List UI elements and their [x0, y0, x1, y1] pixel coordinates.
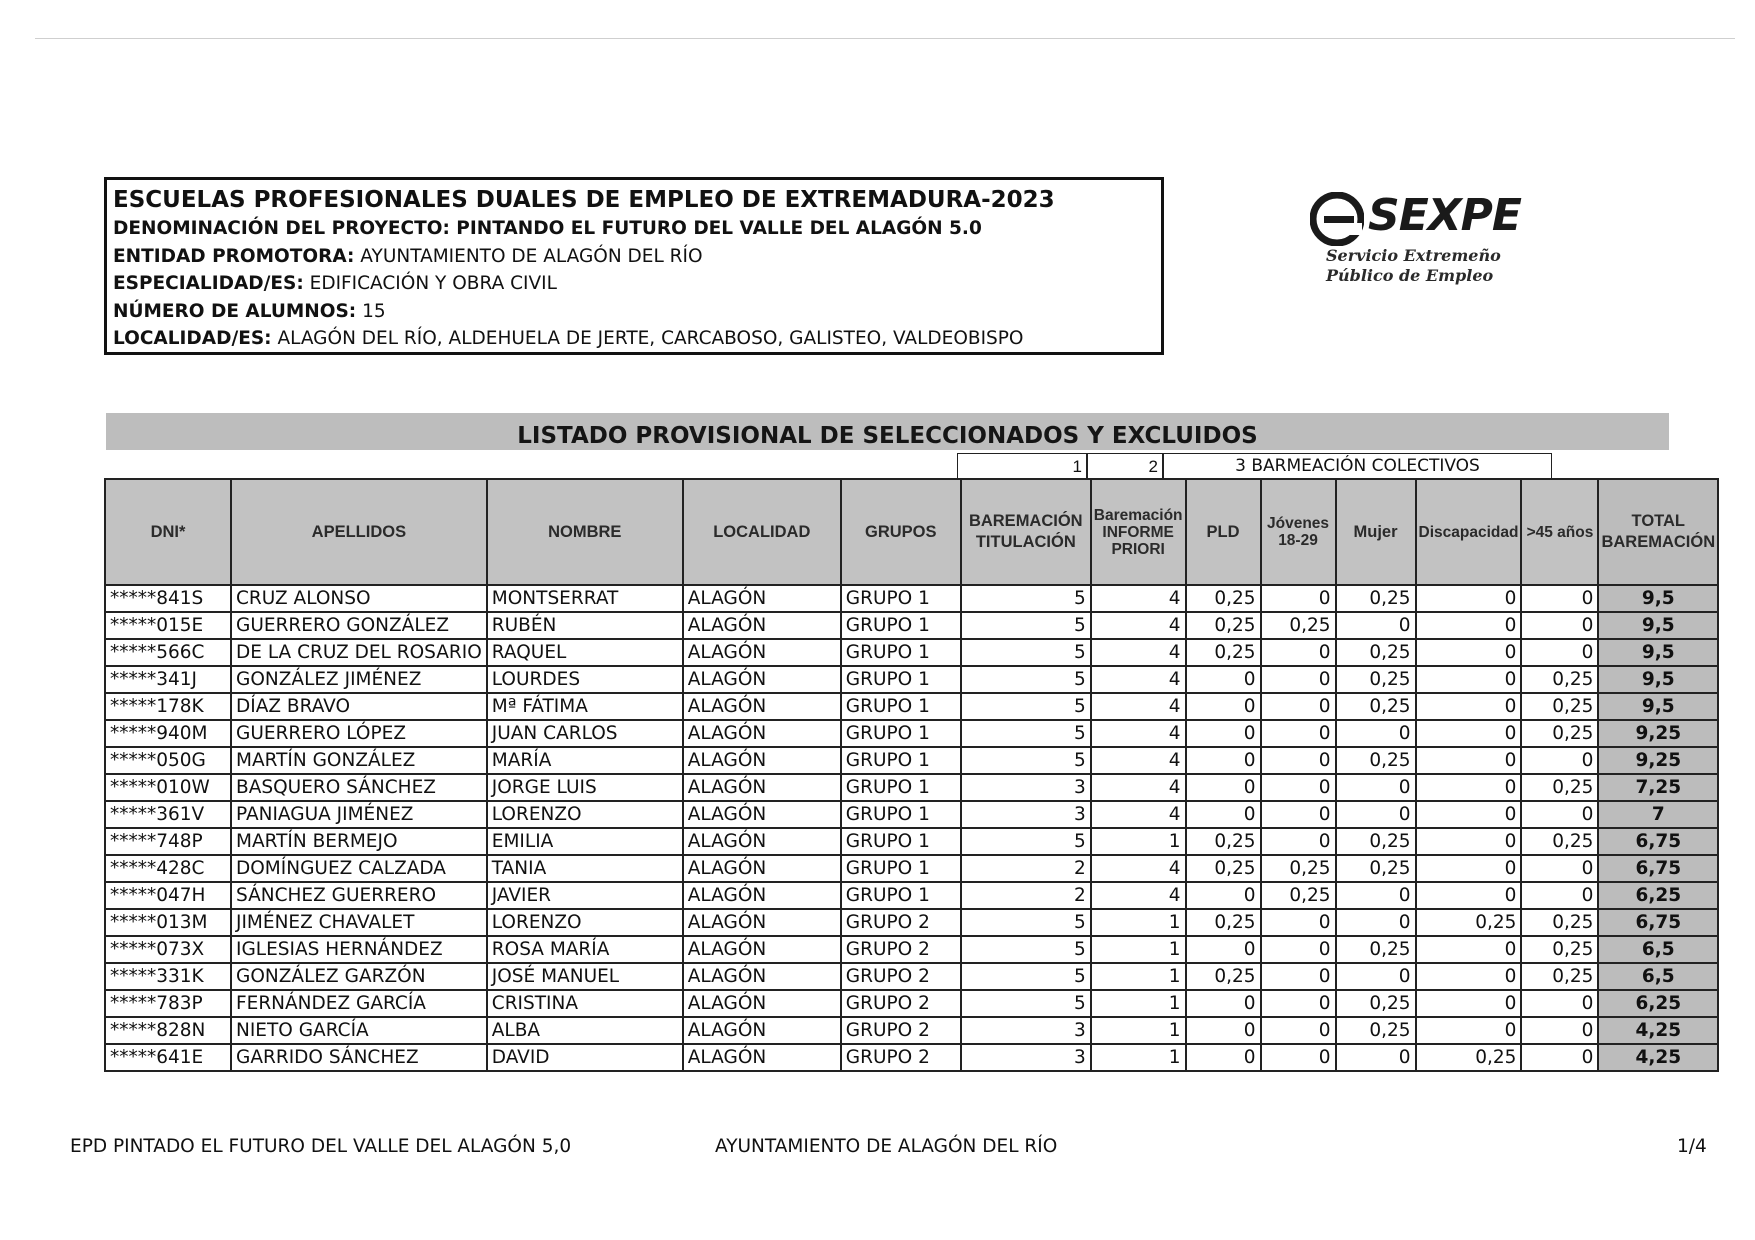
cell-pld: 0 [1186, 774, 1261, 801]
cell-informe: 4 [1091, 801, 1186, 828]
cell-jovenes: 0 [1261, 801, 1336, 828]
cell-mujer: 0,25 [1336, 585, 1416, 612]
logo-subtitle-1: Servicio Extremeño [1326, 246, 1501, 265]
cell-localidad: ALAGÓN [683, 666, 841, 693]
cell-total: 7 [1598, 801, 1718, 828]
cell-informe: 4 [1091, 666, 1186, 693]
cell-discapacidad: 0,25 [1416, 909, 1522, 936]
cell-mayor45: 0 [1521, 855, 1598, 882]
cell-grupo: GRUPO 1 [841, 882, 961, 909]
cell-discapacidad: 0 [1416, 666, 1522, 693]
table-row [105, 963, 1718, 990]
cell-apellidos: GONZÁLEZ GARZÓN [231, 963, 487, 990]
table-row [105, 666, 1718, 693]
cell-total: 6,5 [1598, 936, 1718, 963]
cell-localidad: ALAGÓN [683, 963, 841, 990]
cell-nombre: Mª FÁTIMA [487, 693, 683, 720]
cell-total: 6,75 [1598, 909, 1718, 936]
cell-dni: *****748P [105, 828, 231, 855]
cell-discapacidad: 0 [1416, 855, 1522, 882]
cell-mujer: 0,25 [1336, 747, 1416, 774]
cell-mayor45: 0 [1521, 585, 1598, 612]
cell-informe: 4 [1091, 585, 1186, 612]
cell-mayor45: 0,25 [1521, 693, 1598, 720]
cell-total: 6,75 [1598, 855, 1718, 882]
cell-apellidos: PANIAGUA JIMÉNEZ [231, 801, 487, 828]
cell-dni: *****341J [105, 666, 231, 693]
cell-mujer: 0 [1336, 1044, 1416, 1071]
cell-nombre: MARÍA [487, 747, 683, 774]
cell-apellidos: DE LA CRUZ DEL ROSARIO [231, 639, 487, 666]
cell-mayor45: 0 [1521, 747, 1598, 774]
cell-jovenes: 0 [1261, 909, 1336, 936]
cell-dni: *****050G [105, 747, 231, 774]
cell-nombre: LORENZO [487, 909, 683, 936]
table-row [105, 1017, 1718, 1044]
cell-mayor45: 0,25 [1521, 774, 1598, 801]
cell-mujer: 0,25 [1336, 990, 1416, 1017]
cell-titulacion: 5 [961, 720, 1091, 747]
students-label: NÚMERO DE ALUMNOS: [113, 300, 357, 322]
cell-localidad: ALAGÓN [683, 801, 841, 828]
table-row [105, 990, 1718, 1017]
cell-discapacidad: 0 [1416, 1017, 1522, 1044]
cell-total: 9,25 [1598, 747, 1718, 774]
cell-grupo: GRUPO 1 [841, 612, 961, 639]
cell-grupo: GRUPO 1 [841, 747, 961, 774]
cell-pld: 0,25 [1186, 828, 1261, 855]
cell-pld: 0,25 [1186, 585, 1261, 612]
cell-grupo: GRUPO 1 [841, 720, 961, 747]
cell-pld: 0,25 [1186, 963, 1261, 990]
cell-grupo: GRUPO 1 [841, 774, 961, 801]
cell-grupo: GRUPO 2 [841, 1044, 961, 1071]
cell-apellidos: NIETO GARCÍA [231, 1017, 487, 1044]
footer-entity: AYUNTAMIENTO DE ALAGÓN DEL RÍO [715, 1136, 1058, 1157]
cell-nombre: JAVIER [487, 882, 683, 909]
cell-total: 9,5 [1598, 693, 1718, 720]
cell-pld: 0 [1186, 990, 1261, 1017]
cell-pld: 0 [1186, 1017, 1261, 1044]
cell-grupo: GRUPO 1 [841, 585, 961, 612]
cell-titulacion: 3 [961, 1017, 1091, 1044]
cell-mujer: 0 [1336, 909, 1416, 936]
project-header-box [104, 177, 1164, 355]
col-localidad: LOCALIDAD [683, 479, 841, 585]
cell-total: 6,75 [1598, 828, 1718, 855]
cell-mujer: 0 [1336, 963, 1416, 990]
cell-apellidos: IGLESIAS HERNÁNDEZ [231, 936, 487, 963]
cell-mayor45: 0,25 [1521, 720, 1598, 747]
cell-localidad: ALAGÓN [683, 720, 841, 747]
table-row [105, 720, 1718, 747]
cell-jovenes: 0 [1261, 666, 1336, 693]
logo-wordmark: SEXPE [1368, 190, 1521, 241]
cell-mayor45: 0 [1521, 801, 1598, 828]
cell-grupo: GRUPO 2 [841, 963, 961, 990]
cell-nombre: CRISTINA [487, 990, 683, 1017]
cell-informe: 4 [1091, 639, 1186, 666]
locality-line [113, 325, 1155, 353]
logo-subtitle-2: Público de Empleo [1326, 266, 1494, 285]
cell-informe: 1 [1091, 936, 1186, 963]
cell-informe: 4 [1091, 720, 1186, 747]
table-row [105, 585, 1718, 612]
cell-apellidos: SÁNCHEZ GUERRERO [231, 882, 487, 909]
cell-jovenes: 0 [1261, 1044, 1336, 1071]
cell-informe: 4 [1091, 612, 1186, 639]
cell-nombre: ROSA MARÍA [487, 936, 683, 963]
cell-pld: 0 [1186, 666, 1261, 693]
cell-mayor45: 0 [1521, 1017, 1598, 1044]
scan-edge-line [35, 38, 1735, 39]
cell-titulacion: 3 [961, 774, 1091, 801]
cell-grupo: GRUPO 2 [841, 990, 961, 1017]
cell-nombre: JUAN CARLOS [487, 720, 683, 747]
cell-titulacion: 5 [961, 612, 1091, 639]
cell-total: 9,5 [1598, 585, 1718, 612]
cell-discapacidad: 0 [1416, 747, 1522, 774]
cell-mujer: 0 [1336, 801, 1416, 828]
cell-apellidos: BASQUERO SÁNCHEZ [231, 774, 487, 801]
project-line [113, 215, 1155, 243]
cell-titulacion: 3 [961, 801, 1091, 828]
cell-mujer: 0,25 [1336, 693, 1416, 720]
cell-titulacion: 2 [961, 855, 1091, 882]
cell-jovenes: 0 [1261, 747, 1336, 774]
cell-localidad: ALAGÓN [683, 585, 841, 612]
candidates-table [104, 478, 1719, 1072]
cell-jovenes: 0 [1261, 936, 1336, 963]
table-row [105, 747, 1718, 774]
cell-jovenes: 0 [1261, 1017, 1336, 1044]
col-nombre: NOMBRE [487, 479, 683, 585]
cell-informe: 1 [1091, 963, 1186, 990]
table-row [105, 1044, 1718, 1071]
cell-pld: 0 [1186, 747, 1261, 774]
col-mujer: Mujer [1336, 479, 1416, 585]
cell-grupo: GRUPO 2 [841, 909, 961, 936]
cell-localidad: ALAGÓN [683, 990, 841, 1017]
col-informe: Baremación INFORME PRIORI [1091, 479, 1186, 585]
cell-mayor45: 0,25 [1521, 909, 1598, 936]
cell-jovenes: 0 [1261, 774, 1336, 801]
cell-titulacion: 5 [961, 639, 1091, 666]
cell-dni: *****940M [105, 720, 231, 747]
cell-informe: 1 [1091, 1017, 1186, 1044]
cell-localidad: ALAGÓN [683, 612, 841, 639]
cell-pld: 0 [1186, 882, 1261, 909]
cell-titulacion: 5 [961, 828, 1091, 855]
cell-mayor45: 0 [1521, 882, 1598, 909]
cell-apellidos: DOMÍNGUEZ CALZADA [231, 855, 487, 882]
col-titulacion: BAREMACIÓN TITULACIÓN [961, 479, 1091, 585]
table-row [105, 882, 1718, 909]
col-pld: PLD [1186, 479, 1261, 585]
cell-mujer: 0 [1336, 774, 1416, 801]
table-row [105, 774, 1718, 801]
cell-dni: *****178K [105, 693, 231, 720]
cell-jovenes: 0,25 [1261, 612, 1336, 639]
cell-mujer: 0,25 [1336, 936, 1416, 963]
cell-discapacidad: 0 [1416, 801, 1522, 828]
cell-mayor45: 0,25 [1521, 666, 1598, 693]
cell-mayor45: 0,25 [1521, 936, 1598, 963]
table-body [105, 585, 1718, 1071]
cell-dni: *****013M [105, 909, 231, 936]
cell-informe: 1 [1091, 909, 1186, 936]
table-header-row [105, 479, 1718, 585]
group-number-2: 2 [1087, 453, 1163, 479]
cell-mujer: 0 [1336, 720, 1416, 747]
cell-titulacion: 5 [961, 585, 1091, 612]
cell-apellidos: MARTÍN BERMEJO [231, 828, 487, 855]
cell-nombre: LORENZO [487, 801, 683, 828]
entity-value: AYUNTAMIENTO DE ALAGÓN DEL RÍO [354, 245, 703, 267]
cell-jovenes: 0 [1261, 585, 1336, 612]
cell-total: 9,5 [1598, 612, 1718, 639]
cell-dni: *****828N [105, 1017, 231, 1044]
cell-localidad: ALAGÓN [683, 936, 841, 963]
cell-total: 6,25 [1598, 990, 1718, 1017]
cell-discapacidad: 0,25 [1416, 1044, 1522, 1071]
cell-localidad: ALAGÓN [683, 855, 841, 882]
cell-total: 9,5 [1598, 666, 1718, 693]
table-row [105, 693, 1718, 720]
cell-apellidos: JIMÉNEZ CHAVALET [231, 909, 487, 936]
cell-titulacion: 5 [961, 936, 1091, 963]
group-collectives-header: 3 BARMEACIÓN COLECTIVOS [1163, 453, 1552, 479]
specialty-label: ESPECIALIDAD/ES: [113, 273, 304, 294]
cell-titulacion: 5 [961, 963, 1091, 990]
cell-grupo: GRUPO 2 [841, 936, 961, 963]
cell-informe: 4 [1091, 693, 1186, 720]
cell-pld: 0,25 [1186, 855, 1261, 882]
cell-nombre: RAQUEL [487, 639, 683, 666]
cell-total: 7,25 [1598, 774, 1718, 801]
cell-pld: 0 [1186, 936, 1261, 963]
cell-dni: *****566C [105, 639, 231, 666]
cell-localidad: ALAGÓN [683, 774, 841, 801]
cell-informe: 1 [1091, 828, 1186, 855]
cell-dni: *****073X [105, 936, 231, 963]
cell-grupo: GRUPO 1 [841, 666, 961, 693]
cell-localidad: ALAGÓN [683, 909, 841, 936]
cell-discapacidad: 0 [1416, 585, 1522, 612]
col-jovenes: Jóvenes 18-29 [1261, 479, 1336, 585]
cell-mayor45: 0,25 [1521, 963, 1598, 990]
program-title: ESCUELAS PROFESIONALES DUALES DE EMPLEO DE EXTREMADURA-2023 [113, 187, 1055, 213]
locality-value: ALAGÓN DEL RÍO, ALDEHUELA DE JERTE, CARCABOSO, GALISTEO, VALDEOBISPO [271, 328, 1024, 349]
cell-mayor45: 0,25 [1521, 828, 1598, 855]
col-total: TOTAL BAREMACIÓN [1598, 479, 1718, 585]
cell-apellidos: GONZÁLEZ JIMÉNEZ [231, 666, 487, 693]
cell-mujer: 0,25 [1336, 828, 1416, 855]
cell-discapacidad: 0 [1416, 828, 1522, 855]
specialty-line [113, 270, 1155, 298]
cell-titulacion: 5 [961, 693, 1091, 720]
cell-jovenes: 0 [1261, 828, 1336, 855]
cell-informe: 1 [1091, 990, 1186, 1017]
footer-project: EPD PINTADO EL FUTURO DEL VALLE DEL ALAGÓN 5,0 [70, 1136, 572, 1157]
cell-jovenes: 0 [1261, 693, 1336, 720]
sexpe-e-icon [1310, 192, 1364, 246]
cell-total: 6,5 [1598, 963, 1718, 990]
cell-informe: 4 [1091, 774, 1186, 801]
cell-mujer: 0 [1336, 882, 1416, 909]
cell-discapacidad: 0 [1416, 774, 1522, 801]
cell-nombre: MONTSERRAT [487, 585, 683, 612]
cell-apellidos: GARRIDO SÁNCHEZ [231, 1044, 487, 1071]
sexpe-logo [1310, 192, 1520, 292]
project-label: DENOMINACIÓN DEL PROYECTO: [113, 218, 450, 239]
cell-apellidos: GUERRERO LÓPEZ [231, 720, 487, 747]
cell-nombre: JOSÉ MANUEL [487, 963, 683, 990]
cell-apellidos: CRUZ ALONSO [231, 585, 487, 612]
cell-informe: 4 [1091, 855, 1186, 882]
cell-localidad: ALAGÓN [683, 828, 841, 855]
project-value: PINTANDO EL FUTURO DEL VALLE DEL ALAGÓN 5.0 [449, 218, 982, 239]
table-row [105, 801, 1718, 828]
cell-total: 4,25 [1598, 1017, 1718, 1044]
listing-title: LISTADO PROVISIONAL DE SELECCIONADOS Y EXCLUIDOS [106, 413, 1669, 450]
cell-pld: 0 [1186, 693, 1261, 720]
cell-discapacidad: 0 [1416, 936, 1522, 963]
col-grupos: GRUPOS [841, 479, 961, 585]
cell-grupo: GRUPO 2 [841, 1017, 961, 1044]
cell-apellidos: GUERRERO GONZÁLEZ [231, 612, 487, 639]
col-mayor45: >45 años [1521, 479, 1598, 585]
cell-informe: 4 [1091, 882, 1186, 909]
cell-titulacion: 5 [961, 666, 1091, 693]
cell-titulacion: 2 [961, 882, 1091, 909]
cell-dni: *****428C [105, 855, 231, 882]
table-row [105, 828, 1718, 855]
cell-discapacidad: 0 [1416, 612, 1522, 639]
cell-apellidos: FERNÁNDEZ GARCÍA [231, 990, 487, 1017]
students-line [113, 298, 1155, 326]
cell-discapacidad: 0 [1416, 963, 1522, 990]
cell-nombre: DAVID [487, 1044, 683, 1071]
col-dni: DNI* [105, 479, 231, 585]
cell-jovenes: 0,25 [1261, 855, 1336, 882]
table-row [105, 855, 1718, 882]
cell-jovenes: 0 [1261, 720, 1336, 747]
cell-mayor45: 0 [1521, 990, 1598, 1017]
cell-grupo: GRUPO 1 [841, 828, 961, 855]
cell-localidad: ALAGÓN [683, 882, 841, 909]
cell-grupo: GRUPO 1 [841, 855, 961, 882]
cell-titulacion: 3 [961, 1044, 1091, 1071]
cell-apellidos: DÍAZ BRAVO [231, 693, 487, 720]
cell-localidad: ALAGÓN [683, 1044, 841, 1071]
cell-mayor45: 0 [1521, 1044, 1598, 1071]
cell-total: 9,5 [1598, 639, 1718, 666]
cell-nombre: TANIA [487, 855, 683, 882]
cell-dni: *****331K [105, 963, 231, 990]
cell-mujer: 0,25 [1336, 639, 1416, 666]
specialty-value: EDIFICACIÓN Y OBRA CIVIL [303, 273, 557, 294]
cell-discapacidad: 0 [1416, 990, 1522, 1017]
cell-pld: 0,25 [1186, 639, 1261, 666]
table-row [105, 639, 1718, 666]
group-number-1: 1 [957, 453, 1087, 479]
cell-total: 6,25 [1598, 882, 1718, 909]
table-row [105, 936, 1718, 963]
cell-nombre: ALBA [487, 1017, 683, 1044]
cell-nombre: EMILIA [487, 828, 683, 855]
cell-discapacidad: 0 [1416, 693, 1522, 720]
col-discapacidad: Discapacidad [1416, 479, 1522, 585]
cell-pld: 0 [1186, 1044, 1261, 1071]
cell-mujer: 0,25 [1336, 855, 1416, 882]
cell-pld: 0 [1186, 720, 1261, 747]
cell-jovenes: 0,25 [1261, 882, 1336, 909]
cell-localidad: ALAGÓN [683, 693, 841, 720]
table-row [105, 612, 1718, 639]
entity-line [113, 243, 1155, 271]
cell-mayor45: 0 [1521, 639, 1598, 666]
cell-titulacion: 5 [961, 990, 1091, 1017]
cell-localidad: ALAGÓN [683, 1017, 841, 1044]
cell-apellidos: MARTÍN GONZÁLEZ [231, 747, 487, 774]
cell-grupo: GRUPO 1 [841, 801, 961, 828]
cell-discapacidad: 0 [1416, 720, 1522, 747]
cell-total: 4,25 [1598, 1044, 1718, 1071]
cell-jovenes: 0 [1261, 639, 1336, 666]
cell-mujer: 0,25 [1336, 666, 1416, 693]
cell-dni: *****841S [105, 585, 231, 612]
cell-jovenes: 0 [1261, 990, 1336, 1017]
cell-titulacion: 5 [961, 909, 1091, 936]
cell-titulacion: 5 [961, 747, 1091, 774]
cell-jovenes: 0 [1261, 963, 1336, 990]
locality-label: LOCALIDAD/ES: [113, 328, 272, 349]
cell-mujer: 0,25 [1336, 1017, 1416, 1044]
cell-total: 9,25 [1598, 720, 1718, 747]
table-row [105, 909, 1718, 936]
cell-dni: *****015E [105, 612, 231, 639]
cell-mujer: 0 [1336, 612, 1416, 639]
cell-informe: 4 [1091, 747, 1186, 774]
cell-nombre: LOURDES [487, 666, 683, 693]
cell-grupo: GRUPO 1 [841, 693, 961, 720]
cell-grupo: GRUPO 1 [841, 639, 961, 666]
cell-dni: *****641E [105, 1044, 231, 1071]
cell-pld: 0 [1186, 801, 1261, 828]
cell-nombre: JORGE LUIS [487, 774, 683, 801]
cell-dni: *****783P [105, 990, 231, 1017]
cell-pld: 0,25 [1186, 612, 1261, 639]
cell-dni: *****010W [105, 774, 231, 801]
cell-dni: *****361V [105, 801, 231, 828]
cell-discapacidad: 0 [1416, 639, 1522, 666]
cell-nombre: RUBÉN [487, 612, 683, 639]
cell-informe: 1 [1091, 1044, 1186, 1071]
cell-mayor45: 0 [1521, 612, 1598, 639]
col-apellidos: APELLIDOS [231, 479, 487, 585]
cell-localidad: ALAGÓN [683, 747, 841, 774]
cell-localidad: ALAGÓN [683, 639, 841, 666]
students-value: 15 [356, 300, 386, 322]
cell-pld: 0,25 [1186, 909, 1261, 936]
cell-discapacidad: 0 [1416, 882, 1522, 909]
cell-dni: *****047H [105, 882, 231, 909]
entity-label: ENTIDAD PROMOTORA: [113, 245, 355, 267]
page-number: 1/4 [1677, 1136, 1707, 1157]
